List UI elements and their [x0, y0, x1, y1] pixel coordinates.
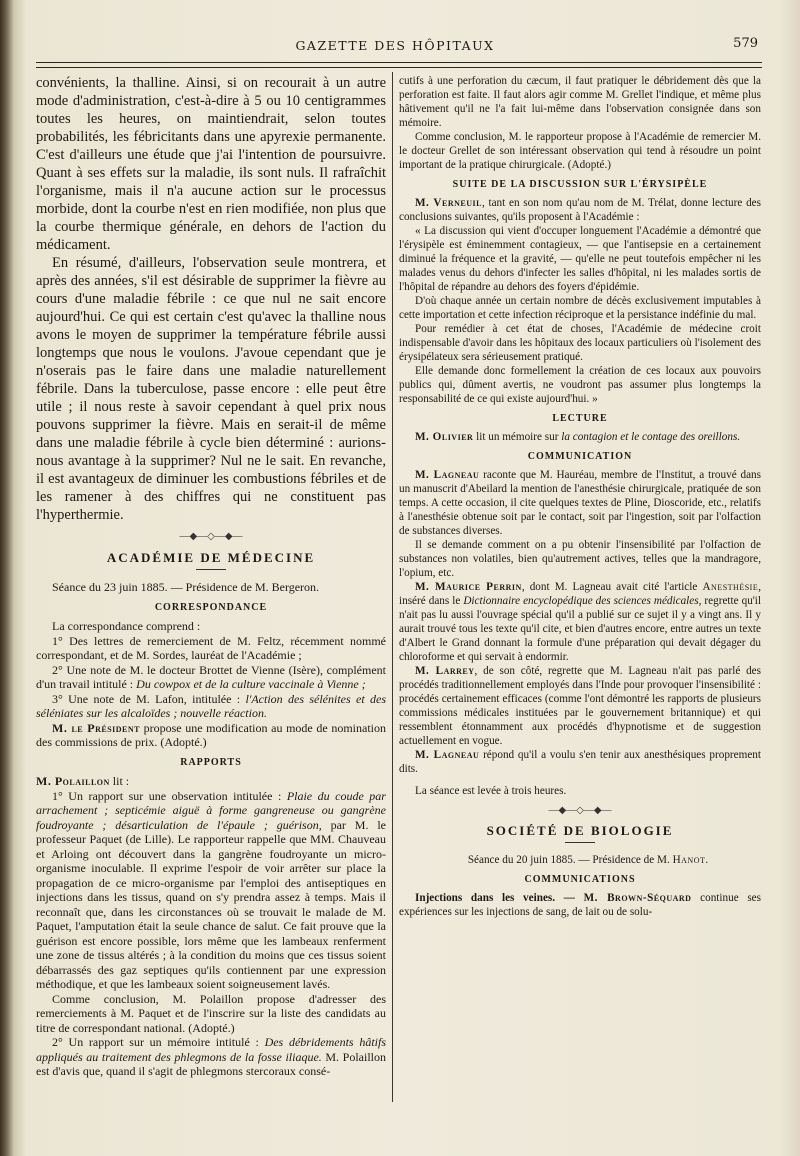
section-ornament: —◆—◇—◆— — [548, 805, 612, 816]
section-ornament: —◆—◇—◆— — [179, 531, 243, 542]
speaker-name: M. Larrey — [415, 665, 475, 677]
paragraph: Il se demande comment on a pu obtenir l'insensibilité par l'olfaction de substances non volatiles, bien qu'autrement actives, telles que la mandragore, l'opium, etc. — [399, 539, 761, 579]
right-column — [399, 74, 761, 919]
text: M. Polaillon est d'avis que, quand il s'agit de phlegmons stercoraux consé- — [36, 1049, 386, 1078]
paragraph — [36, 1035, 386, 1079]
text: 1° Un rapport sur une observation intitulée : — [52, 788, 287, 803]
communications-heading: COMMUNICATIONS — [524, 874, 636, 885]
quote-paragraph: D'où chaque année un certain nombre de décès exclusivement imputables à cette importation et cette infection réciproque et la persistance indéfinie du mal. — [399, 295, 761, 321]
paragraph — [36, 663, 386, 692]
paragraph — [36, 789, 386, 992]
divider — [565, 842, 595, 843]
text: , tant en son nom qu'au nom de M. Trélat, donne lecture des conclusions suivantes, qu'ils proposent à l'Académie : — [399, 197, 761, 223]
page-header — [30, 36, 760, 56]
quote-paragraph: Pour remédier à cet état de choses, l'Académie de médecine croit indispensable d'avoir dans les hôpitaux des locaux particuliers où l'isolement des érysipélateux sera sérieusement pratiqué. — [399, 323, 761, 363]
paragraph: En résumé, d'ailleurs, l'observation seule montrera, et après des années, s'il est désirable de supprimer la fièvre au cours d'une maladie fébrile : ce que nul ne sait encore aujourd'hui. Ce qui est certain c'est qu'avec la thalline nous avons le moyen de supprimer la température fébrile aussi longtemps que nous le voulons. J'avoue cependant que je n'oserais pas le faire dans une maladie naturellement fébrile. Dans la tuberculose, passe encore : elle peut être utile ; il nous reste à savoir cependant à quel prix nous pouvons supprimer la fièvre. Mais en serait-il de même dans une maladie fébrile à cycle bien déterminé : aurions-nous avantage à la supprimer? Nul ne le sait. En revanche, il est avantageux de diminuer les combustions fébriles et de les ramener à des chiffres qui ne constituent pas l'hyperthermie. — [36, 255, 386, 523]
paragraph — [36, 774, 386, 789]
header-rule — [36, 62, 762, 68]
paragraph: 1° Des lettres de remerciement de M. Feltz, récemment nommé correspondant, et de M. Sordes, lauréat de l'Académie ; — [36, 633, 386, 662]
text: . — [705, 854, 709, 866]
speaker-name: Hanot — [672, 854, 706, 866]
speaker-name: M. Maurice Perrin — [415, 581, 522, 593]
lecture-heading: LECTURE — [552, 413, 608, 424]
text: continue ses expériences sur les injections de sang, de lait ou de solu- — [399, 892, 761, 918]
paragraph — [36, 692, 386, 721]
paragraph — [399, 664, 761, 748]
column-divider — [392, 72, 393, 1102]
text: , de son côté, regrette que M. Lagneau n'ait pas parlé des procédés traditionnellement employés dans l'Inde pour provoquer l'insensibilité : procédés certainement efficaces (comme l'ont démontré les rapports de plusieurs commissions médicales instituées par le gouvernement britannique) et qui ressemblent étonnamment aux procédés d'hypnotisme et de suggestion actuellement en vogue. — [399, 665, 761, 747]
title-italic: Des débridements hâtifs appliqués au traitement des phlegmons de la fosse iliaque. — [36, 1035, 386, 1064]
paragraph — [399, 430, 761, 444]
speaker-name: M. Verneuil — [415, 197, 482, 209]
speaker-name: M. Polaillon — [36, 774, 110, 788]
communication-heading: COMMUNICATION — [527, 451, 633, 462]
paragraph — [399, 196, 761, 224]
title-italic: Dictionnaire encyclopédique des sciences médicales — [463, 595, 699, 607]
speaker-name: M. Lagneau — [415, 749, 480, 761]
journal-title: GAZETTE DES HÔPITAUX — [295, 38, 495, 53]
text: lit : — [109, 774, 130, 788]
paragraph — [399, 468, 761, 538]
paragraph: La correspondance comprend : — [52, 619, 201, 633]
speaker-name: M. Olivier — [415, 431, 474, 443]
paragraph: Comme conclusion, M. le rapporteur propose à l'Académie de remercier M. le docteur Grellet de son intéressant observation qui tend à résoudre un point important de la pratique chirurgicale. (Adopté.) — [399, 131, 761, 171]
biologie-heading: SOCIÉTÉ DE BIOLOGIE — [486, 823, 674, 838]
paragraph — [399, 580, 761, 664]
academy-heading: ACADÉMIE DE MÉDECINE — [106, 549, 316, 565]
paragraph: Comme conclusion, M. Polaillon propose d'adresser des remerciements à M. Paquet et de l'inscrire sur la liste des candidats au titre de correspondant national. (Adopté.) — [36, 991, 386, 1035]
text: Séance du 20 juin 1885. — Présidence de M. — [467, 854, 673, 866]
paragraph: convénients, la thalline. Ainsi, si on recourait à un autre mode d'administration, c'est-à-dire à 5 ou 10 centigrammes toutes les heures, on maintiendrait, selon toutes probabilités, les fébricitants dans une apyrexie permanente. C'est d'ailleurs une étude que j'ai l'intention de poursuivre. Quant à ses effets sur la maladie, ils sont nuls. Il rafraîchit l'organisme, mais il n'a aucune action sur le processus morbide, dont la courbe n'est en rien modifiée, non plus que la courbe thermique générale, en dehors de l'action du médicament. — [36, 75, 386, 253]
article-title: Anesthésie — [702, 581, 759, 593]
quote-paragraph: « La discussion qui vient d'occuper longuement l'Académie a démontré que l'érysipèle est éminemment contagieux, — que l'antisepsie en a certainement diminué la fréquence et la gravité, — qu'elle ne peut toutefois empêcher ni les malades venus du dehors d'infecter les salles d'hôpital, ni les malades sortis de l'hôpital de répandre au dehors des foyers d'épidémie. — [399, 225, 761, 293]
correspondance-heading: CORRESPONDANCE — [154, 601, 268, 613]
closing-line: La séance est levée à trois heures. — [415, 785, 567, 797]
text: 2° Une note de M. le docteur Brottet de Vienne (Isère), complément d'un travail intitulé : — [36, 662, 386, 691]
title-italic: la contagion et le contage des oreillons. — [561, 431, 741, 443]
text: , regrette qu'il n'ait pas lu aussi l'ouvrage spécial qu'il a publié sur ce sujet il y a vingt ans. Il y aurait trouvé tous les texte qu'il cite, et bien d'autres encore, entre autres un texte d'Albert le Grand donnant la formule d'une préparation qui devait dégager du chloroforme et qui servait à endormir. — [399, 595, 762, 663]
text: répond qu'il a voulu s'en tenir aux anesthésiques proprement dits. — [399, 749, 761, 775]
title-italic: Plaie du coude par arrachement ; septicémie aiguë à forme gangreneuse ou gangrène foudroyante ; désarticulation de l'épaule ; guérison, — [36, 788, 386, 832]
text: 2° Un rapport sur un mémoire intitulé : — [52, 1035, 265, 1049]
paragraph: cutifs à une perforation du cæcum, il faut pratiquer le débridement dès que la perforation est faite. Il faut alors agir comme M. Grellet l'indique, et même plus hâtivement qu'il ne l'a fait lui-même dans l'observation consignée dans son mémoire. — [399, 75, 761, 129]
paragraph — [399, 748, 761, 776]
quote-paragraph: Elle demande donc formellement la création de ces locaux aux pouvoirs publics qui, dûment avertis, ne voudront pas assumer plus longtemps la responsabilité de ce qui existe aujourd'hui. » — [399, 365, 761, 405]
title-italic: Du cowpox et de la culture vaccinale à Vienne ; — [136, 677, 366, 691]
text: 3° Une note de M. Lafon, intitulée : — [52, 691, 246, 706]
text: lit un mémoire sur — [473, 431, 562, 443]
page-number: 579 — [733, 36, 758, 51]
paragraph — [36, 721, 386, 750]
text: , dont M. Lagneau avait cité l'article — [521, 581, 703, 593]
rapports-heading: RAPPORTS — [180, 756, 242, 768]
text: propose une modification au mode de nomination des commissions de prix. (Adopté.) — [36, 720, 386, 749]
left-column — [36, 74, 386, 1079]
paragraph — [399, 891, 761, 919]
erysipele-heading: SUITE DE LA DISCUSSION SUR L'ÉRYSIPÈLE — [452, 179, 708, 190]
divider — [196, 569, 226, 570]
speaker-name: M. le Président — [52, 720, 140, 735]
seance-line: Séance du 23 juin 1885. — Présidence de M. Bergeron. — [52, 580, 320, 594]
speaker-name: M. Lagneau — [415, 469, 480, 481]
title-italic: l'Action des sélénites et des séléniates sur les alcaloïdes ; nouvelle réaction. — [36, 691, 386, 720]
text: , inséré dans le — [399, 581, 762, 607]
run-in-heading: Injections dans les veines. — — [415, 892, 584, 904]
seance-line — [399, 853, 761, 867]
speaker-name: M. Brown-Séquard — [583, 892, 692, 904]
text: raconte que M. Hauréau, membre de l'Institut, a trouvé dans un manuscrit d'Abeilard la mention de l'anesthésie chirurgicale, pratiquée de son temps. A cette occasion, il cite quelques textes de Pline, Dioscoride, etc., relatifs à l'anesthésie obtenue soit par le contact, soit par l'ingestion, soit par l'olfaction de substances diverses. — [399, 469, 761, 537]
text: par M. le professeur Paquet (de Lille). Le rapporteur rappelle que MM. Chauveau et Arloing ont découvert dans la gangrène foudroyante un micro-organisme inoculable. Il exprime l'espoir de voir arrêter sur place la propagation de ce micro-organisme par l'emploi des antiseptiques en injections dans les tissus, quand on s'y prendra assez à temps. Mais il reconnaît que, dans les circonstances où se trouvait le malade de M. Paquet, l'amputation était la seule chance de salut. Ce fait prouve que la guérison est encore possible, lors même que les lambeaux renferment une zone de tissus altérés ; à la condition du moins que ces tissus soient débarrassés des gaz septiques qu'ils contiennent par une expression méthodique, et que les lambeaux soient soigneusement lavés. — [36, 817, 386, 991]
